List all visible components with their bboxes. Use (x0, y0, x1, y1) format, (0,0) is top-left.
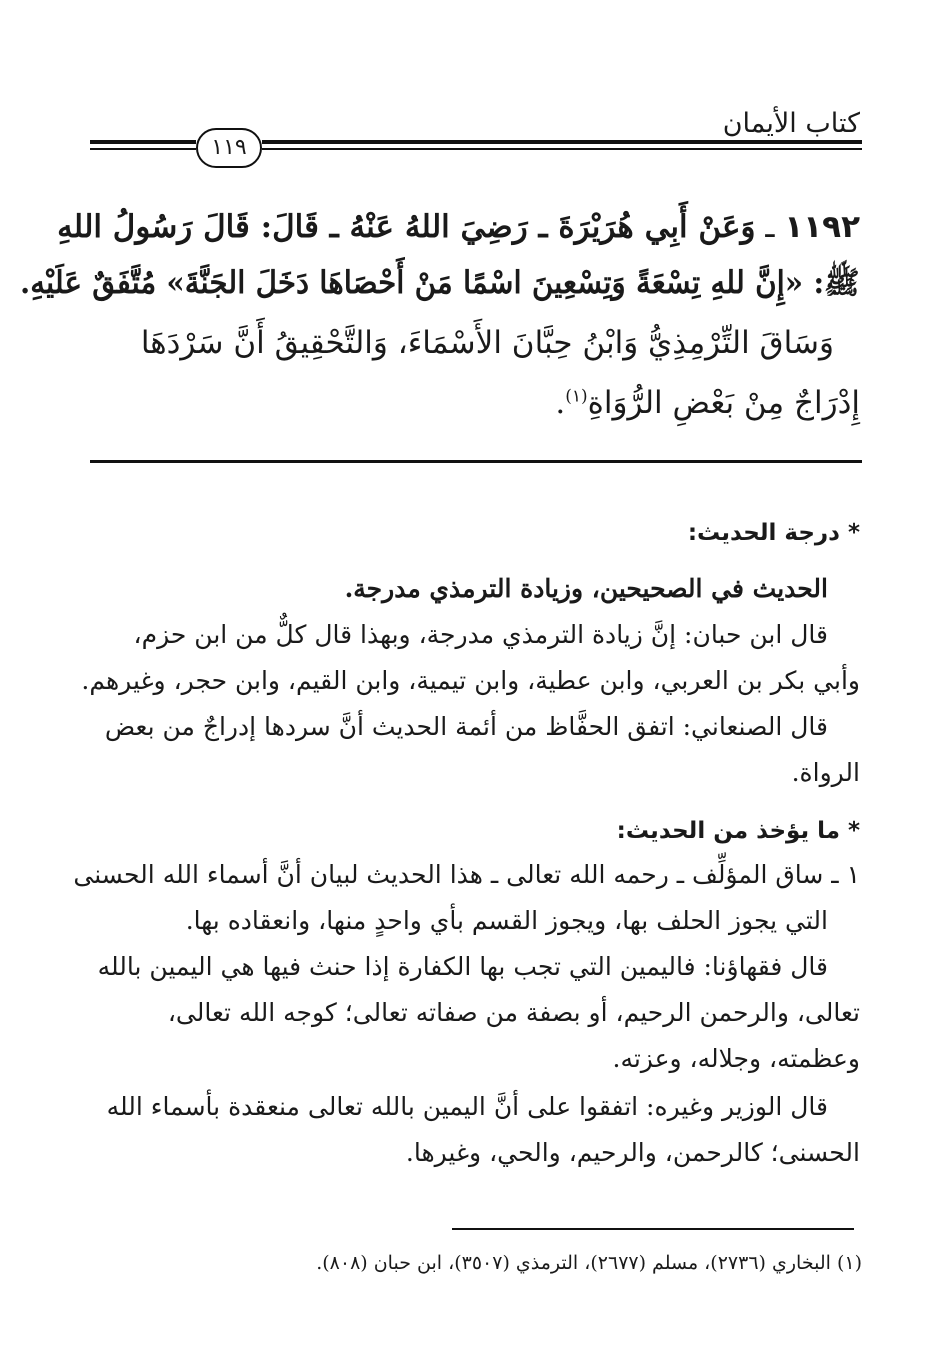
grade-line-1: الحديث في الصحيحين، وزيادة الترمذي مدرجة. (344, 574, 828, 603)
hadith-text-2: ﷺ: «إِنَّ للهِ تِسْعَةً وَتِسْعِينَ اسْمًا مَنْ أَحْصَاهَا دَخَلَ الجَنَّةَ» مُتَّفَقٌ عَلَيْهِ. (20, 265, 860, 301)
hadith-line-1 (57, 209, 860, 245)
hadith-text-4-end: . (555, 385, 566, 421)
header-rule-left-thick (90, 140, 196, 144)
grade-line-4: قال الصنعاني: اتفق الحفَّاظ من أئمة الحديث أنَّ سردها إدراجٌ من بعض (104, 712, 828, 741)
header-rule-right-thin (262, 148, 862, 150)
hadith-text-3: وَسَاقَ التِّرْمِذِيُّ وَابْنُ حِبَّانَ الأَسْمَاءَ، وَالتَّحْقِيقُ أَنَّ سَرْدَهَا (140, 325, 834, 361)
lesson-line-7: الحسنى؛ كالرحمن، والرحيم، والحي، وغيرها. (405, 1138, 860, 1167)
grade-line-3: وأبي بكر بن العربي، وابن عطية، وابن تيمية، وابن القيم، وابن حجر، وغيرهم. (81, 666, 860, 695)
lesson-line-1: ١ ـ ساق المؤلِّف ـ رحمه الله تعالى ـ هذا الحديث لبيان أنَّ أسماء الله الحسنى (73, 860, 860, 889)
footnote-separator (452, 1228, 854, 1230)
hadith-text-4: إِدْرَاجٌ مِنْ بَعْضِ الرُّوَاةِ (587, 385, 860, 421)
footnote-ref: (١) (565, 386, 588, 407)
lesson-line-4: تعالى، والرحمن الرحيم، أو بصفة من صفاته تعالى؛ كوجه الله تعالى، (167, 998, 860, 1027)
lesson-line-6: قال الوزير وغيره: اتفقوا على أنَّ اليمين بالله تعالى منعقدة بأسماء الله (106, 1092, 828, 1121)
lesson-line-5: وعظمته، وجلاله، وعزته. (612, 1044, 860, 1073)
hadith-number: ١١٩٢ (784, 209, 860, 245)
header-rule-right-thick (262, 140, 862, 144)
book-title: كتاب الأيمان (722, 108, 860, 139)
hadith-line-2 (20, 265, 860, 301)
section-heading-lessons: * ما يؤخذ من الحديث: (616, 818, 860, 844)
lesson-line-3: قال فقهاؤنا: فاليمين التي تجب بها الكفارة إذا حنث فيها هي اليمين بالله (97, 952, 828, 981)
page-number: ١١٩ (211, 135, 247, 160)
footnote-text: (١) البخاري (٢٧٣٦)، مسلم (٢٦٧٧)، الترمذي (٣٥٠٧)، ابن حبان (٨٠٨). (316, 1252, 862, 1274)
hadith-line-4 (555, 385, 860, 421)
hadith-text-1: وَعَنْ أَبِي هُرَيْرَةَ ـ رَضِيَ اللهُ عَنْهُ ـ قَالَ: قَالَ رَسُولُ اللهِ (57, 209, 756, 245)
section-heading-grade: * درجة الحديث: (687, 520, 860, 546)
hadith-dash: ـ (755, 209, 775, 245)
hadith-line-3 (140, 325, 834, 361)
page-number-badge (196, 128, 262, 168)
lesson-line-2: التي يجوز الحلف بها، ويجوز القسم بأي واحدٍ منها، وانعقاده بها. (185, 906, 828, 935)
section-divider (90, 460, 862, 463)
header-rule-left-thin (90, 148, 196, 150)
grade-line-5: الرواة. (791, 758, 860, 787)
grade-line-2: قال ابن حبان: إنَّ زيادة الترمذي مدرجة، وبهذا قال كلٌّ من ابن حزم، (133, 620, 828, 649)
